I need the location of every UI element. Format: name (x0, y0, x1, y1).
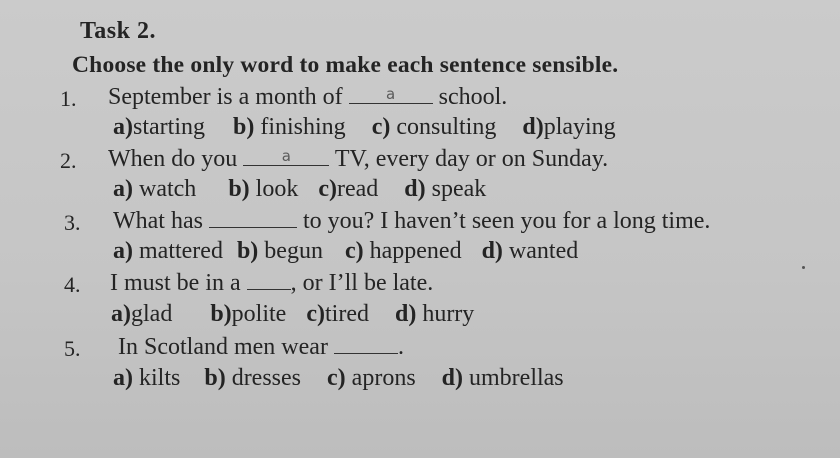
question-4-option-a[interactable]: a)glad (111, 301, 173, 327)
question-5-text-before: In Scotland men wear (118, 334, 334, 360)
paper-dot-mark (802, 266, 805, 269)
question-1-text-after: school. (432, 84, 508, 110)
question-1-options (113, 114, 616, 141)
question-4-text-after: , or I’ll be late. (290, 270, 434, 296)
question-4-option-b[interactable]: b)polite (210, 301, 287, 327)
question-1-blank[interactable] (349, 83, 433, 104)
question-5-sentence (118, 333, 404, 361)
question-5-option-a[interactable]: a) kilts (113, 365, 181, 391)
question-1-handwritten-answer: a (386, 85, 396, 103)
question-1-option-b[interactable]: b) finishing (233, 114, 346, 140)
question-3-option-b[interactable]: b) begun (236, 238, 323, 264)
question-3-text-after: to you? I haven’t seen you for a long time. (296, 208, 711, 234)
question-5-options (113, 365, 564, 392)
question-2-option-d[interactable]: d) speak (404, 176, 487, 202)
question-2-number: 2. (60, 148, 77, 173)
question-2-option-c[interactable]: c)read (318, 176, 379, 202)
question-2-text-before: When do you (108, 146, 244, 172)
question-2-handwritten-answer: a (281, 147, 291, 165)
question-2-text-after: TV, every day or on Sunday. (329, 146, 609, 172)
question-2-option-b[interactable]: b) look (228, 176, 299, 202)
question-4-sentence (110, 269, 433, 297)
question-4-option-d[interactable]: d) hurry (394, 301, 475, 327)
question-3-text-before: What has (113, 208, 209, 234)
question-4-options (111, 301, 474, 328)
question-2-sentence (108, 145, 608, 173)
question-5-blank[interactable] (334, 333, 398, 354)
question-3-option-c[interactable]: c) happened (344, 238, 462, 264)
question-3-blank[interactable] (209, 207, 297, 228)
question-3-number: 3. (64, 210, 81, 235)
question-5-option-d[interactable]: d) umbrellas (441, 365, 564, 391)
question-4-blank[interactable] (247, 269, 291, 290)
question-5-option-b[interactable]: b) dresses (204, 365, 302, 391)
question-3-options (113, 238, 578, 265)
question-1-text-before: September is a month of (108, 84, 349, 110)
question-1-sentence (108, 83, 507, 111)
question-5-text-after: . (397, 334, 404, 360)
question-5-option-c[interactable]: c) aprons (327, 365, 416, 391)
question-3-option-a[interactable]: a) mattered (113, 238, 223, 264)
question-1-number: 1. (60, 86, 77, 111)
question-1-option-d[interactable]: d)playing (522, 114, 616, 140)
question-5-number: 5. (64, 336, 81, 361)
question-4-text-before: I must be in a (110, 270, 247, 296)
question-4-option-c[interactable]: c)tired (306, 301, 369, 327)
question-1-option-c[interactable]: c) consulting (371, 114, 497, 140)
question-1-option-a[interactable]: a)starting (113, 114, 205, 140)
question-4-number: 4. (64, 272, 81, 297)
task-instruction: Choose the only word to make each sentence sensible. (72, 52, 619, 78)
question-3-sentence (113, 207, 710, 235)
question-2-blank[interactable] (243, 145, 329, 166)
question-3-option-d[interactable]: d) wanted (481, 238, 579, 264)
question-2-option-a[interactable]: a) watch (113, 176, 197, 202)
question-2-options (113, 176, 486, 203)
task-title: Task 2. (80, 18, 156, 44)
